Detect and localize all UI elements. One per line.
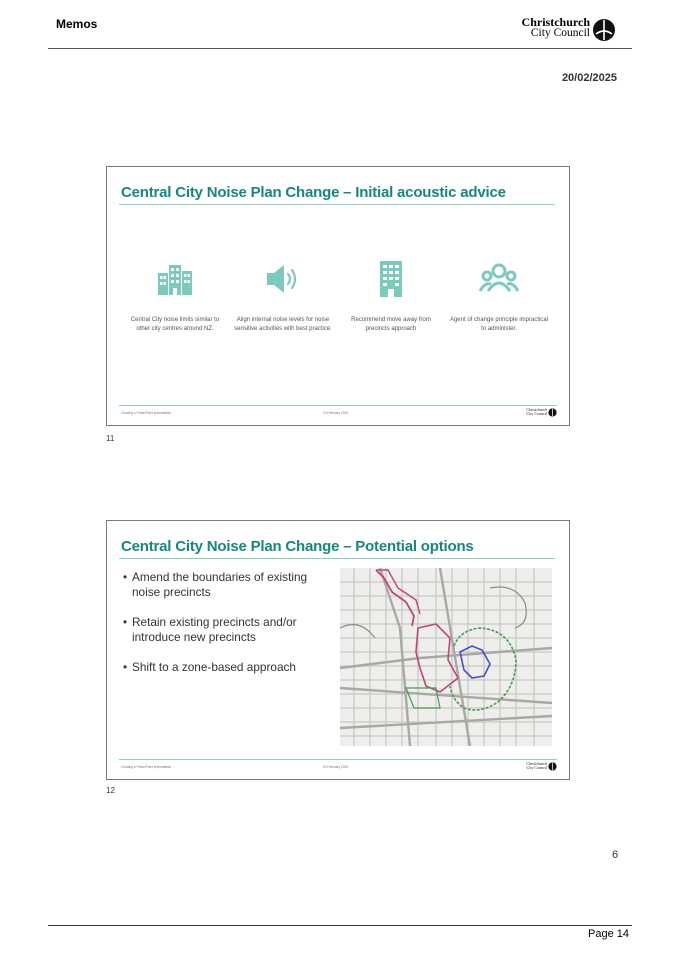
slide-footer (119, 405, 557, 419)
advice-item (449, 259, 549, 334)
footer-logo-line-2: City Council (526, 411, 547, 417)
slide-12 (106, 520, 570, 780)
apartment-building-icon (371, 259, 411, 299)
options-list (123, 570, 333, 690)
footer-left-text: Creating a PowerPoint presentation (121, 411, 172, 415)
speaker-icon (263, 259, 303, 299)
advice-text: Central City noise limits similar to other city centres around NZ. (130, 317, 220, 332)
footer-logo (515, 407, 557, 419)
council-emblem-icon (548, 408, 557, 417)
footer-date-text: 20 February 2025 (323, 411, 349, 415)
list-item: • Shift to a zone-based approach (123, 660, 333, 675)
advice-text: Align internal noise levels for noise sensitive activities with best practice. (234, 317, 332, 332)
advice-text: Recommend move away from precincts approach (351, 317, 431, 332)
footer-left-text: Creating a PowerPoint presentation (121, 765, 172, 769)
page-number: Page 14 (588, 928, 629, 940)
people-group-icon (479, 259, 519, 299)
slide-title: Central City Noise Plan Change – Potential options (121, 538, 474, 555)
footer-divider (48, 925, 632, 926)
slide-number: 12 (106, 786, 115, 795)
council-emblem-icon (548, 762, 557, 771)
advice-item (125, 259, 225, 334)
title-divider (119, 204, 555, 205)
title-divider (119, 558, 555, 559)
document-date: 20/02/2025 (561, 72, 617, 84)
advice-item (233, 259, 333, 334)
footer-logo (515, 761, 557, 773)
footer-logo-line-2: City Council (526, 765, 547, 771)
council-emblem-icon (592, 18, 616, 42)
page-marker: 6 (612, 849, 619, 861)
list-item: • Amend the boundaries of existing noise precincts (123, 570, 333, 600)
council-logo (512, 17, 618, 45)
slide-11 (106, 166, 570, 426)
footer-date-text: 20 February 2025 (323, 765, 349, 769)
slide-footer (119, 759, 557, 773)
section-title: Memos (56, 17, 98, 31)
header-divider (48, 48, 632, 49)
street-map-image (340, 568, 552, 746)
logo-line-2: City Council (530, 27, 590, 39)
list-item: • Retain existing precincts and/or introduce new precincts (123, 615, 333, 645)
slide-number: 11 (106, 434, 115, 443)
advice-item (341, 259, 441, 334)
logo-line-1: Christchurch (521, 15, 590, 29)
slide-title: Central City Noise Plan Change – Initial acoustic advice (121, 184, 506, 201)
advice-text: Agent of change principle impractical to administer. (449, 317, 549, 332)
footer-logo-line-1: Christchurch (526, 407, 547, 412)
footer-logo-line-1: Christchurch (526, 761, 547, 766)
buildings-icon (155, 259, 195, 299)
